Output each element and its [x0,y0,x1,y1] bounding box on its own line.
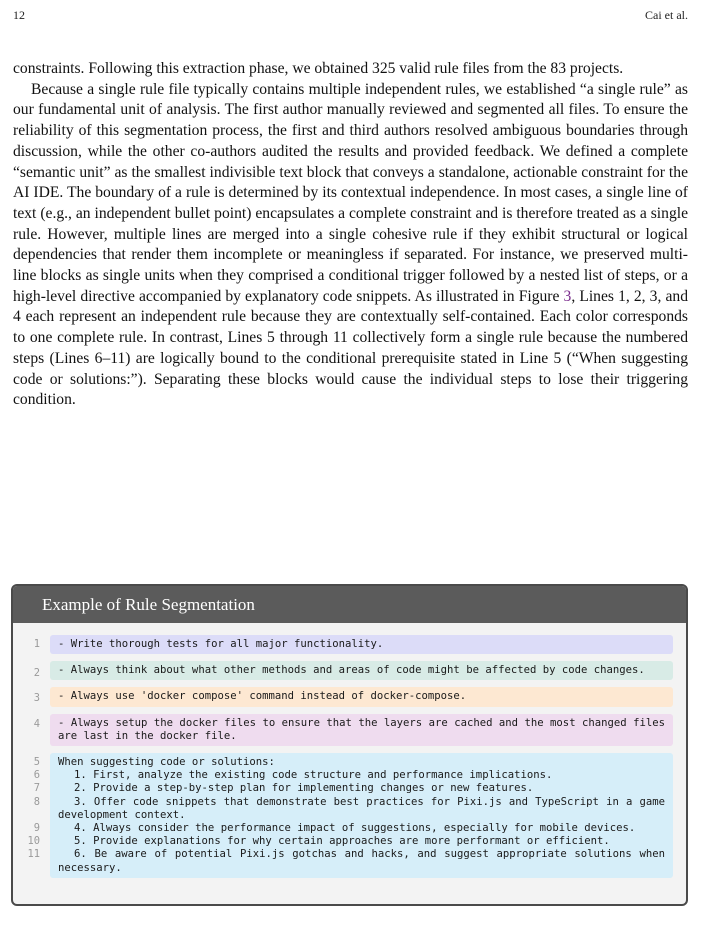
rule-row-5 [13,753,686,878]
rule-segmentation-figure [11,584,688,906]
rule-block-5 [50,753,673,878]
rule-block-3 [50,687,673,706]
code-line: - Always use 'docker compose' command instead of docker-compose. [58,690,467,703]
figure-reference-link[interactable]: 3 [563,287,572,305]
line-numbers [13,667,40,680]
code-line: - Always setup the docker files to ensure that the layers are cached and the most changed files are last in the docker file. [58,716,665,742]
page-number: 12 [13,8,25,22]
paragraph-2-part-2: , Lines 1, 2, 3, and 4 each represent an independent rule because they are contextually self-contained. Each color corresponds to one complete rule. In contrast, Lines 5 through 11 collectively form a single rule because the numbered steps (Lines 6–11) are logically bound to the conditional prerequisite stated in Line 5 (“When suggesting code or solutions:”). Separating these blocks would cause the individual steps to lose their triggering condition. [13,287,688,409]
rule-block-4 [50,714,673,746]
code-line: When suggesting code or solutions: [58,756,275,769]
code-line: 4. Always consider the performance impact of suggestions, especially for mobile devices. [74,822,636,835]
code-line: 6. Be aware of potential Pixi.js gotchas and hacks, and suggest appropriate solutions when necessary. [58,848,665,874]
line-number: 6 [33,769,40,782]
line-numbers [13,692,40,705]
line-number: 8 [33,795,40,808]
line-number: 5 [33,756,40,769]
rule-row-3 [13,687,686,706]
code-line: - Write thorough tests for all major functionality. [58,638,384,650]
line-number: 1 [33,638,40,650]
body-text [13,59,688,411]
line-numbers [13,638,40,651]
paragraph-2-part-1: Because a single rule file typically contains multiple independent rules, we established “a single rule” as our fundamental unit of analysis. The first author manually reviewed and segmented all files. To ensure the reliability of this segmentation process, the first and third authors resolved ambiguous boundaries through discussion, while the other co-authors audited the results and provided feedback. We defined a complete “semantic unit” as the smallest indivisible text block that conveys a standalone, actionable constraint for the AI IDE. The boundary of a rule is determined by its contextual independence. In most cases, a single line of text (e.g., an independent bullet point) encapsulates a complete constraint and is therefore treated as a single rule. However, multiple lines are merged into a single cohesive rule if they exhibit structural or logical dependencies that render them incomplete or meaningless if separated. For instance, we preserved multi-line blocks as single units when they comprised a conditional trigger followed by a nested list of steps, or a high-level directive accompanied by explanatory code snippets. As illustrated in Figure [13,80,688,305]
rule-block-1 [50,635,673,654]
line-number: 4 [33,717,40,730]
paragraph-2 [13,80,688,411]
line-number: 7 [33,782,40,795]
code-listing [13,635,686,885]
line-number: 10 [27,835,40,848]
line-numbers [13,718,40,731]
code-line: - Always think about what other methods and areas of code might be affected by code changes. [58,664,645,677]
rule-row-1 [13,635,686,654]
running-authors: Cai et al. [645,8,688,22]
line-number: 11 [27,848,40,861]
code-line: 3. Offer code snippets that demonstrate best practices for Pixi.js and TypeScript in a game development context. [58,795,665,821]
line-number: 2 [33,667,40,680]
code-line: 2. Provide a step-by-step plan for implementing changes or new features. [74,782,534,795]
code-line: 1. First, analyze the existing code structure and performance implications. [74,769,553,782]
line-number: 9 [33,822,40,835]
paragraph-1: constraints. Following this extraction phase, we obtained 325 valid rule files from the 83 projects. [13,60,624,77]
rule-row-4 [13,714,686,746]
code-line: 5. Provide explanations for why certain approaches are more performant or efficient. [74,835,610,848]
rule-block-2 [50,661,673,680]
rule-row-2 [13,661,686,680]
figure-title: Example of Rule Segmentation [13,586,686,623]
line-numbers [13,756,40,862]
line-number: 3 [33,692,40,705]
